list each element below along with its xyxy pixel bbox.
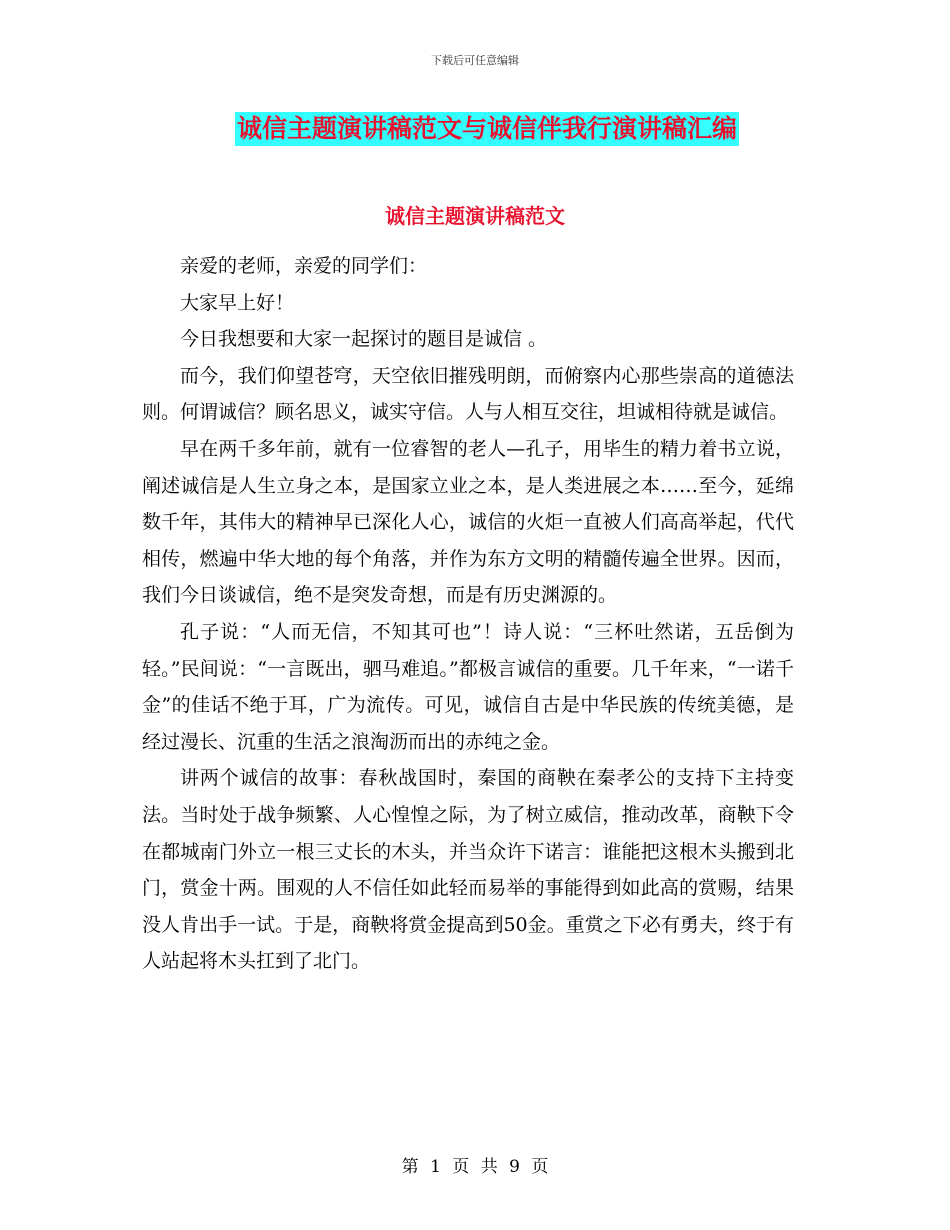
page-number-footer: 第 1 页 共 9 页 — [401, 1157, 549, 1177]
paragraph: 而今，我们仰望苍穹，天空依旧摧残明朗，而俯察内心那些崇高的道德法则。何谓诚信？顾名思义，诚实守信。人与人相互交往，坦诚相待就是诚信。 — [142, 364, 794, 424]
header-note: 下载后可任意编辑 — [431, 54, 519, 67]
main-title: 诚信主题演讲稿范文与诚信伴我行演讲稿汇编 — [235, 112, 739, 146]
paragraph: 孔子说：“人而无信，不知其可也”！诗人说：“三杯吐然诺，五岳倒为轻。”民间说：“一言既出，驷马难追。”都极言诚信的重要。几千年来，“一诺千金”的佳话不绝于耳，广为流传。可见，诚信自古是中华民族的传统美德，是经过漫长、沉重的生活之浪淘沥而出的赤纯之金。 — [142, 620, 794, 753]
paragraph: 亲爱的老师，亲爱的同学们： — [180, 255, 428, 277]
paragraph: 早在两千多年前，就有一位睿智的老人—孔子，用毕生的精力着书立说，阐述诚信是人生立身之本，是国家立业之本，是人类进展之本……至今，延绵数千年，其伟大的精神早已深化人心，诚信的火炬一直被人们高高举起，代代相传，燃遍中华大地的每个角落，并作为东方文明的精髓传遍全世界。因而，我们今日谈诚信，绝不是突发奇想，而是有历史渊源的。 — [142, 437, 794, 607]
section-title: 诚信主题演讲稿范文 — [385, 204, 565, 228]
body-text — [142, 248, 794, 980]
paragraph: 讲两个诚信的故事：春秋战国时，秦国的商鞅在秦孝公的支持下主持变法。当时处于战争频繁、人心惶惶之际，为了树立威信，推动改革，商鞅下令在都城南门外立一根三丈长的木头，并当众许下诺言：谁能把这根木头搬到北门，赏金十两。围观的人不信任如此轻而易举的事能得到如此高的赏赐，结果没人肯出手一试。于是，商鞅将赏金提高到50金。重赏之下必有勇夫，终于有人站起将木头扛到了北门。 — [142, 767, 794, 973]
paragraph: 大家早上好！ — [180, 291, 295, 314]
paragraph: 今日我想要和大家一起探讨的题目是诚信 。 — [180, 328, 548, 351]
